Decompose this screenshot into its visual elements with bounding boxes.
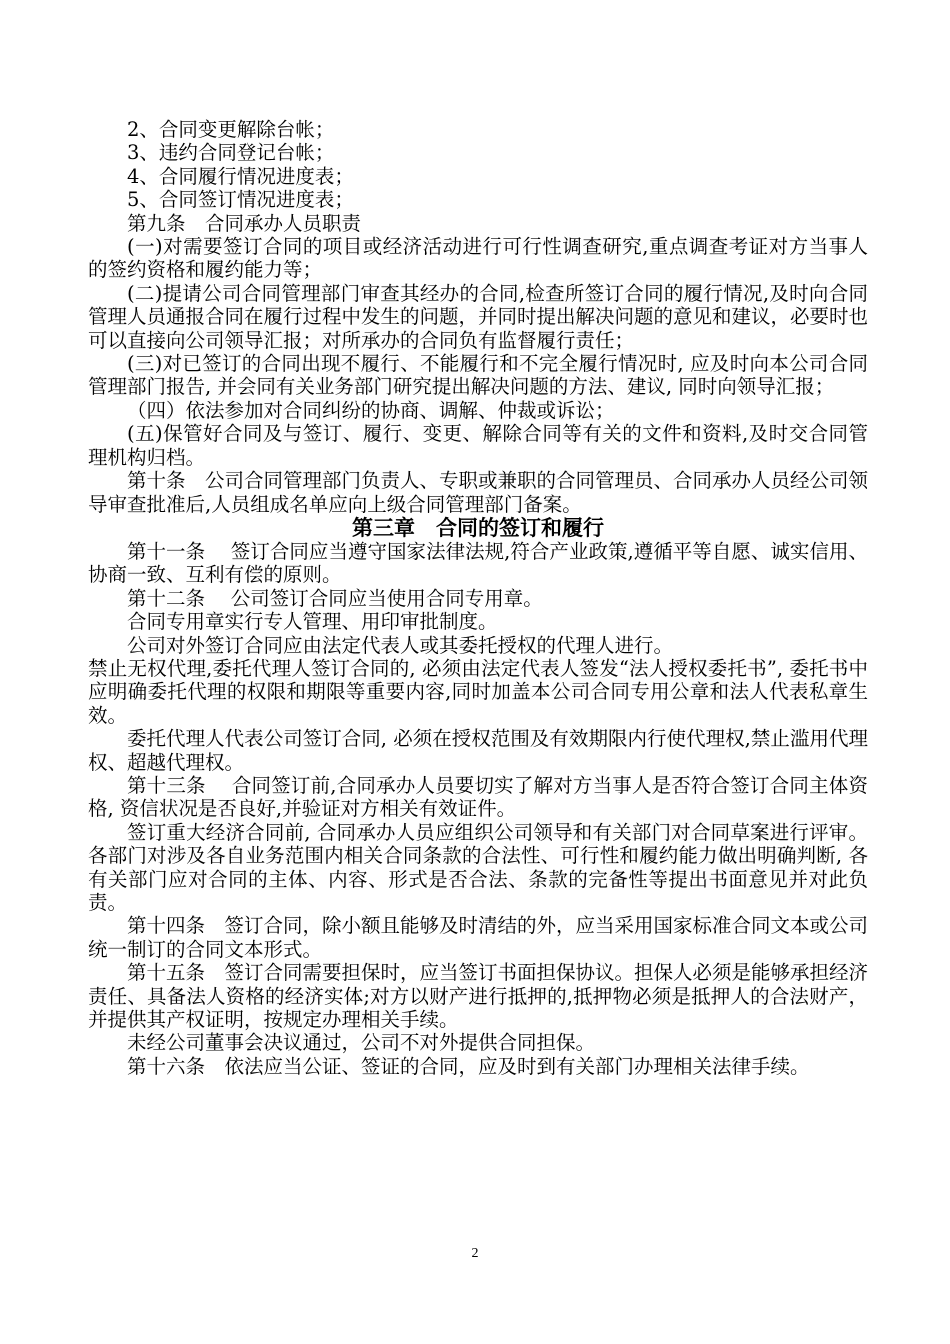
paragraph: (五)保管好合同及与签订、履行、变更、解除合同等有关的文件和资料,及时交合同管理机构归档。 (88, 422, 868, 469)
paragraph: 第十三条 合同签订前,合同承办人员要切实了解对方当事人是否符合签订合同主体资格, 资信状况是否良好,并验证对方相关有效证件。 (88, 773, 868, 821)
paragraph: (三)对已签订的合同出现不履行、不能履行和不完全履行情况时, 应及时向本公司合同管理部门报告, 并会同有关业务部门研究提出解决问题的方法、建议, 同时向领导汇报； (88, 352, 868, 399)
paragraph: 签订重大经济合同前, 合同承办人员应组织公司领导和有关部门对合同草案进行评审。各部门对涉及各自业务范围内相关合同条款的合法性、可行性和履约能力做出明确判断, 各有关部门应对合同的主体、内容、形式是否合法、条款的完备性等提出书面意见并对此负责。 (88, 820, 868, 914)
paragraph: 第十二条 公司签订合同应当使用合同专用章。 (127, 586, 543, 610)
paragraph: 4、合同履行情况进度表； (127, 164, 354, 188)
paragraph: 第十六条 依法应当公证、签证的合同，应及时到有关部门办理相关法律手续。 (127, 1054, 810, 1078)
document-body (88, 118, 868, 1078)
paragraph: 委托代理人代表公司签订合同, 必须在授权范围及有效期限内行使代理权,禁止滥用代理权、超越代理权。 (88, 727, 868, 774)
paragraph: 第十五条 签订合同需要担保时，应当签订书面担保协议。担保人必须是能够承担经济责任、具备法人资格的经济实体;对方以财产进行抵押的,抵押物必须是抵押人的合法财产，并提供其产权证明，按规定办理相关手续。 (88, 961, 869, 1032)
paragraph: 公司对外签订合同应由法定代表人或其委托授权的代理人进行。 (127, 633, 674, 657)
paragraph: （四）依法参加对合同纠纷的协商、调解、仲裁或诉讼； (127, 398, 615, 422)
paragraph: 合同专用章实行专人管理、用印审批制度。 (127, 610, 498, 634)
paragraph: 禁止无权代理,委托代理人签订合同的, 必须由法定代表人签发“法人授权委托书”, 委托书中应明确委托代理的权限和期限等重要内容,同时加盖本公司合同专用公章和法人代表私章生效。 (88, 656, 868, 727)
paragraph: 第十四条 签订合同，除小额且能够及时清结的外，应当采用国家标准合同文本或公司统一制订的合同文本形式。 (88, 914, 869, 961)
paragraph: 第十条 公司合同管理部门负责人、专职或兼职的合同管理员、合同承办人员经公司领导审查批准后,人员组成名单应向上级合同管理部门备案。 (88, 469, 869, 516)
paragraph: 第十一条 签订合同应当遵守国家法律法规,符合产业政策,遵循平等自愿、诚实信用、协商一致、互利有偿的原则。 (88, 539, 868, 587)
paragraph: 未经公司董事会决议通过，公司不对外提供合同担保。 (127, 1031, 596, 1055)
paragraph: (一)对需要签订合同的项目或经济活动进行可行性调查研究,重点调查考证对方当事人的签约资格和履约能力等； (88, 235, 868, 282)
paragraph: 5、合同签订情况进度表； (127, 188, 354, 212)
paragraph: 3、违约合同登记台帐； (127, 141, 335, 165)
paragraph: (二)提请公司合同管理部门审查其经办的合同,检查所签订合同的履行情况,及时向合同管理人员通报合同在履行过程中发生的问题，并同时提出解决问题的意见和建议，必要时也可以直接向公司领导汇报；对所承办的合同负有监督履行责任； (88, 281, 869, 352)
paragraph: 2、合同变更解除台帐； (127, 118, 335, 141)
page-number: 2 (471, 1246, 479, 1261)
article-heading: 第九条 合同承办人员职责 (127, 211, 362, 235)
chapter-heading: 第三章 合同的签订和履行 (352, 515, 604, 540)
